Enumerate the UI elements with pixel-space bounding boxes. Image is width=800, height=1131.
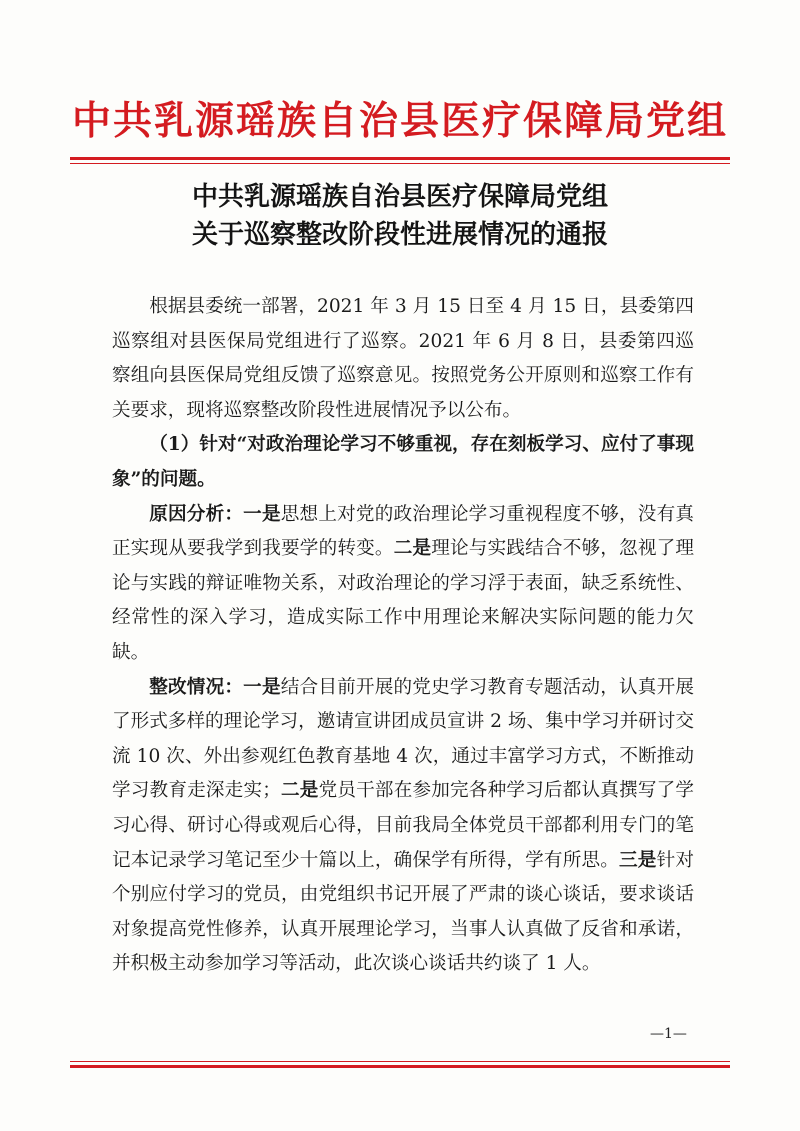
footer-divider-thin: [70, 1061, 730, 1062]
document-title-line-2: 关于巡察整改阶段性进展情况的通报: [191, 220, 608, 250]
cause-two-label: 二是: [393, 538, 432, 560]
document-title-line-1: 中共乳源瑶族自治县医疗保障局党组: [191, 182, 608, 212]
cause-analysis-paragraph: [112, 498, 694, 671]
header-divider-thin: [70, 163, 730, 164]
cause-one-label: 一是: [243, 503, 281, 525]
intro-paragraph: 根据县委统一部署，2021 年 3 月 15 日至 4 月 15 日，县委第四巡察组对县医保局党组进行了巡察。2021 年 6 月 8 日，县委第四巡察组向县医保局党组反馈了巡察意见。按照党务公开原则和巡察工作有关要求，现将巡察整改阶段性进展情况予以公布。: [112, 296, 694, 421]
footer-divider-thick: [70, 1065, 730, 1068]
rectification-label: 整改情况：: [149, 676, 244, 698]
header-divider-thick: [70, 157, 730, 160]
rect-three-label: 三是: [619, 849, 657, 871]
page-number: —1—: [650, 1026, 687, 1042]
rect-two-text: 党员干部在参加完各种学习后都认真撰写了学习心得、研讨心得或观后心得，目前我局全体党员干部都利用专门的笔记本记录学习笔记至少十篇以上，确保学有所得，学有所思。: [112, 780, 694, 871]
document-body: [112, 290, 694, 982]
rect-two-label: 二是: [280, 780, 319, 802]
rect-one-label: 一是: [243, 676, 281, 698]
rectification-paragraph: [112, 671, 694, 982]
rect-one-text: 结合目前开展的党史学习教育专题活动，认真开展了形式多样的理论学习，邀请宣讲团成员宣讲 2 场、集中学习并研讨交流 10 次、外出参观红色教育基地 4 次，通过丰富学习方式，不断推动学习教育走深走实；: [112, 676, 694, 802]
cause-analysis-label: 原因分析：: [149, 503, 244, 525]
org-letterhead: 中共乳源瑶族自治县医疗保障局党组: [71, 98, 728, 144]
item-1-heading: （1）针对“对政治理论学习不够重视，存在刻板学习、应付了事现象”的问题。: [112, 434, 694, 490]
cause-two-text: 理论与实践结合不够，忽视了理论与实践的辩证唯物关系，对政治理论的学习浮于表面，缺乏系统性、经常性的深入学习，造成实际工作中用理论来解决实际问题的能力欠缺。: [112, 538, 694, 663]
rect-three-text: 针对个别应付学习的党员，由党组织书记开展了严肃的谈心谈话，要求谈话对象提高党性修养，认真开展理论学习，当事人认真做了反省和承诺，并积极主动参加学习等活动，此次谈心谈话共约谈了 1 人。: [112, 849, 694, 975]
cause-one-text: 思想上对党的政治理论学习重视程度不够，没有真正实现从要我学到我要学的转变。: [112, 503, 694, 560]
